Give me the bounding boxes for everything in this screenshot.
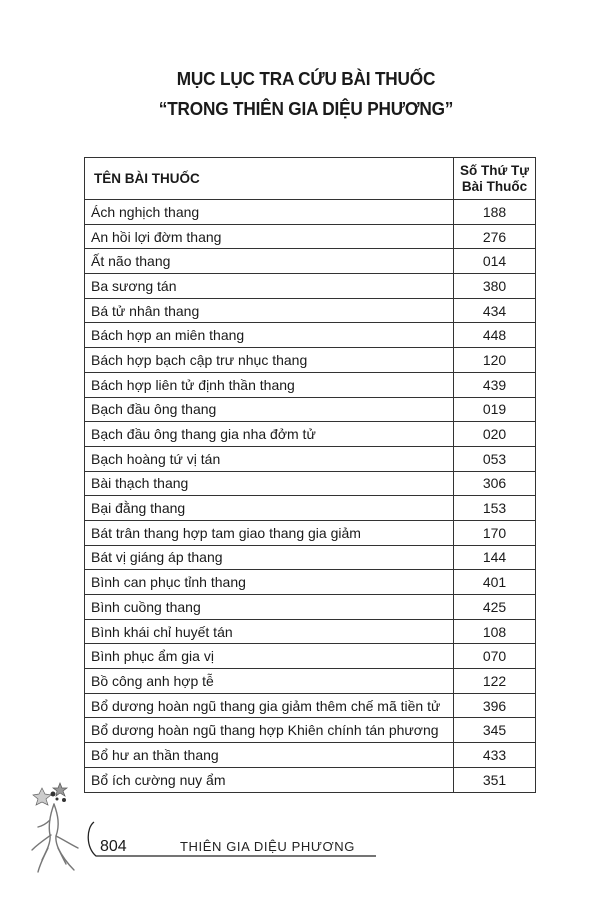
remedy-number: 401 (454, 570, 536, 595)
remedy-number: 380 (454, 274, 536, 299)
remedy-name: Bách hợp an miên thang (85, 323, 454, 348)
remedy-name: Bổ hư an thần thang (85, 743, 454, 768)
table-row (85, 619, 536, 644)
remedy-name: Bại đằng thang (85, 496, 454, 521)
table-row (85, 298, 536, 323)
table-row (85, 274, 536, 299)
table-row (85, 348, 536, 373)
remedy-number: 188 (454, 200, 536, 225)
remedy-name: Bách hợp liên tử định thần thang (85, 372, 454, 397)
remedy-name: Ba sương tán (85, 274, 454, 299)
remedy-number: 306 (454, 471, 536, 496)
table-row (85, 224, 536, 249)
remedy-number: 396 (454, 693, 536, 718)
table-row (85, 767, 536, 792)
remedy-number: 108 (454, 619, 536, 644)
remedy-name: Bổ dương hoàn ngũ thang hợp Khiên chính tán phương (85, 718, 454, 743)
remedy-name: Bá tử nhân thang (85, 298, 454, 323)
table-row (85, 249, 536, 274)
remedy-name: Bạch đầu ông thang gia nha đởm tử (85, 422, 454, 447)
remedy-number: 014 (454, 249, 536, 274)
page-title-line-1: MỤC LỤC TRA CỨU BÀI THUỐC (176, 68, 436, 89)
column-header-name: TÊN BÀI THUỐC (85, 158, 454, 200)
table-body (85, 200, 536, 793)
remedy-number: 345 (454, 718, 536, 743)
table-row (85, 372, 536, 397)
remedy-number: 122 (454, 669, 536, 694)
table-row (85, 743, 536, 768)
table-row (85, 471, 536, 496)
remedy-name: Bát trân thang hợp tam giao thang gia giảm (85, 520, 454, 545)
remedy-number: 144 (454, 545, 536, 570)
page-number: 804 (100, 838, 127, 855)
remedy-name: Bình phục ẩm gia vị (85, 644, 454, 669)
table-header-row (85, 158, 536, 200)
remedy-number: 439 (454, 372, 536, 397)
column-header-number (454, 158, 536, 200)
remedy-name: Bách hợp bạch cập trư nhục thang (85, 348, 454, 373)
table-row (85, 446, 536, 471)
remedy-name: Bát vị giáng áp thang (85, 545, 454, 570)
table-row (85, 397, 536, 422)
table-row (85, 644, 536, 669)
remedy-name: Bạch hoàng tứ vị tán (85, 446, 454, 471)
running-footer-title: THIÊN GIA DIỆU PHƯƠNG (180, 839, 355, 854)
remedy-number: 448 (454, 323, 536, 348)
table-row (85, 718, 536, 743)
table-row (85, 520, 536, 545)
remedy-name: Bình khái chỉ huyết tán (85, 619, 454, 644)
remedy-number: 120 (454, 348, 536, 373)
remedy-name: Bình can phục tỉnh thang (85, 570, 454, 595)
remedy-number: 425 (454, 595, 536, 620)
table-row (85, 496, 536, 521)
remedy-name: Bổ dương hoàn ngũ thang gia giảm thêm chế mã tiền tử (85, 693, 454, 718)
page-title-line-2: “TRONG THIÊN GIA DIỆU PHƯƠNG” (158, 98, 454, 119)
remedy-name: Bạch đầu ông thang (85, 397, 454, 422)
table-row (85, 545, 536, 570)
remedy-number: 351 (454, 767, 536, 792)
remedy-name: Bổ ích cường nuy ẩm (85, 767, 454, 792)
column-header-number-line1: Số Thứ Tự (459, 162, 530, 178)
remedy-number: 276 (454, 224, 536, 249)
table-row (85, 669, 536, 694)
remedy-number: 020 (454, 422, 536, 447)
table-row (85, 693, 536, 718)
remedy-name: Ất não thang (85, 249, 454, 274)
column-header-number-line2: Bài Thuốc (461, 178, 528, 194)
remedy-number: 053 (454, 446, 536, 471)
remedy-number: 070 (454, 644, 536, 669)
remedy-number: 434 (454, 298, 536, 323)
remedy-name: Bài thạch thang (85, 471, 454, 496)
table-row (85, 595, 536, 620)
remedy-number: 153 (454, 496, 536, 521)
remedy-index-table (84, 157, 536, 793)
table-row (85, 570, 536, 595)
table-row (85, 422, 536, 447)
remedy-number: 170 (454, 520, 536, 545)
remedy-name: Bình cuồng thang (85, 595, 454, 620)
remedy-name: Bồ công anh hợp tễ (85, 669, 454, 694)
remedy-number: 433 (454, 743, 536, 768)
remedy-name: An hồi lợi đờm thang (85, 224, 454, 249)
remedy-name: Ách nghịch thang (85, 200, 454, 225)
table-row (85, 323, 536, 348)
remedy-number: 019 (454, 397, 536, 422)
table-row (85, 200, 536, 225)
